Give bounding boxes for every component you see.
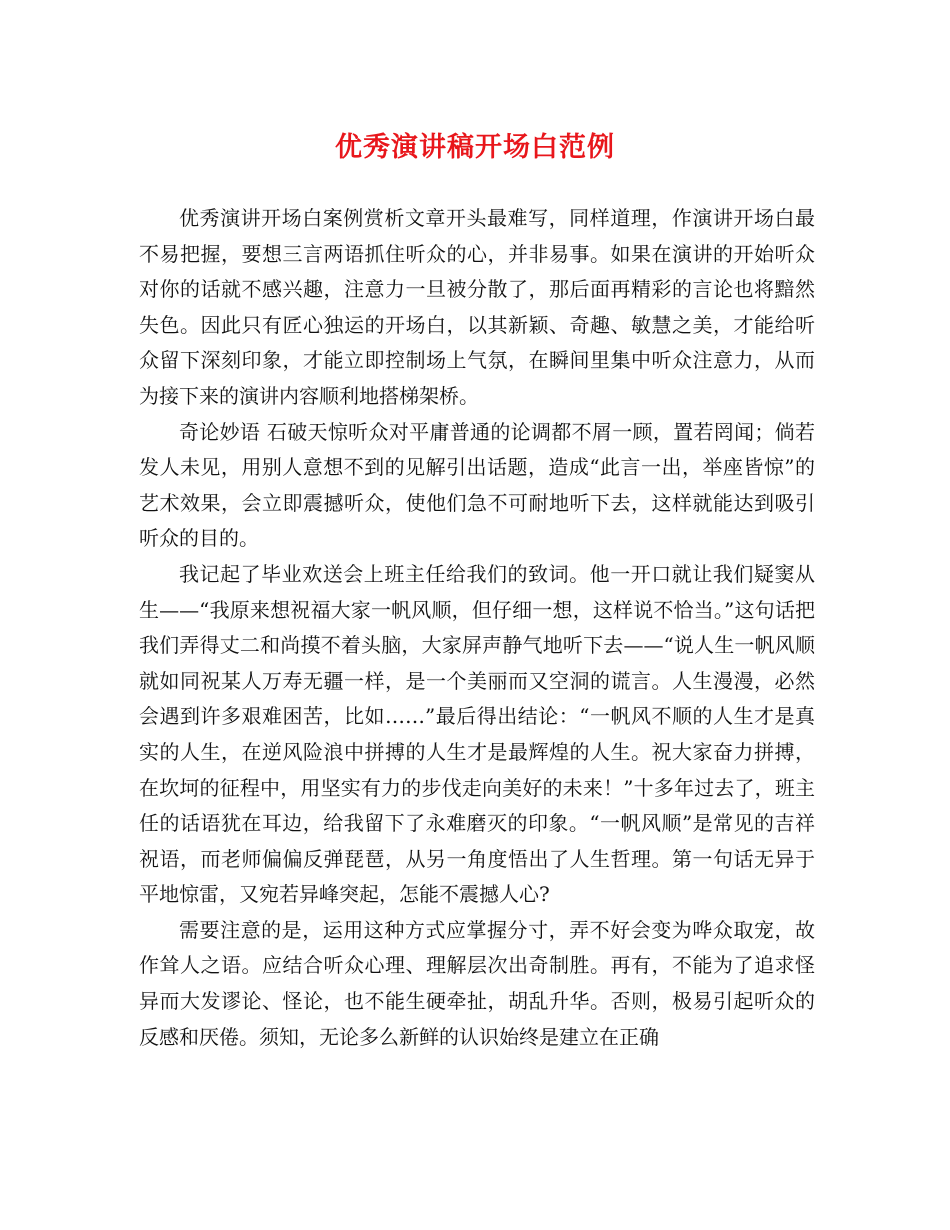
paragraph-4: 需要注意的是，运用这种方式应掌握分寸，弄不好会变为哗众取宠，故作耸人之语。应结合听众心理、理解层次出奇制胜。再有，不能为了追求怪异而大发谬论、怪论，也不能生硬牵扯，胡乱升华。否则，极易引起听众的反感和厌倦。须知，无论多么新鲜的认识始终是建立在正确 — [139, 917, 815, 1049]
paragraph-2: 奇论妙语 石破天惊听众对平庸普通的论调都不屑一顾，置若罔闻；倘若发人未见，用别人意想不到的见解引出话题，造成“此言一出，举座皆惊”的艺术效果，会立即震撼听众，使他们急不可耐地听下去，这样就能达到吸引听众的目的。 — [139, 419, 815, 551]
document-title: 优秀演讲稿开场白范例 — [335, 132, 615, 163]
paragraph-1: 优秀演讲开场白案例赏析文章开头最难写，同样道理，作演讲开场白最不易把握，要想三言两语抓住听众的心，并非易事。如果在演讲的开始听众对你的话就不感兴趣，注意力一旦被分散了，那后面再精彩的言论也将黯然失色。因此只有匠心独运的开场白，以其新颖、奇趣、敏慧之美，才能给听众留下深刻印象，才能立即控制场上气氛，在瞬间里集中听众注意力，从而为接下来的演讲内容顺利地搭梯架桥。 — [139, 206, 815, 408]
paragraph-3: 我记起了毕业欢送会上班主任给我们的致词。他一开口就让我们疑窦从生——“我原来想祝福大家一帆风顺，但仔细一想，这样说不恰当。”这句话把我们弄得丈二和尚摸不着头脑，大家屏声静气地听下去——“说人生一帆风顺就如同祝某人万寿无疆一样，是一个美丽而又空洞的谎言。人生漫漫，必然会遇到许多艰难困苦，比如……”最后得出结论：“一帆风不顺的人生才是真实的人生，在逆风险浪中拼搏的人生才是最辉煌的人生。祝大家奋力拼搏，在坎坷的征程中，用坚实有力的步伐走向美好的未来！”十多年过去了，班主任的话语犹在耳边，给我留下了永难磨灭的印象。“一帆风顺”是常见的吉祥祝语，而老师偏偏反弹琵琶，从另一角度悟出了人生哲理。第一句话无异于平地惊雷，又宛若异峰突起，怎能不震撼人心? — [139, 561, 815, 907]
document-body — [139, 201, 815, 1055]
